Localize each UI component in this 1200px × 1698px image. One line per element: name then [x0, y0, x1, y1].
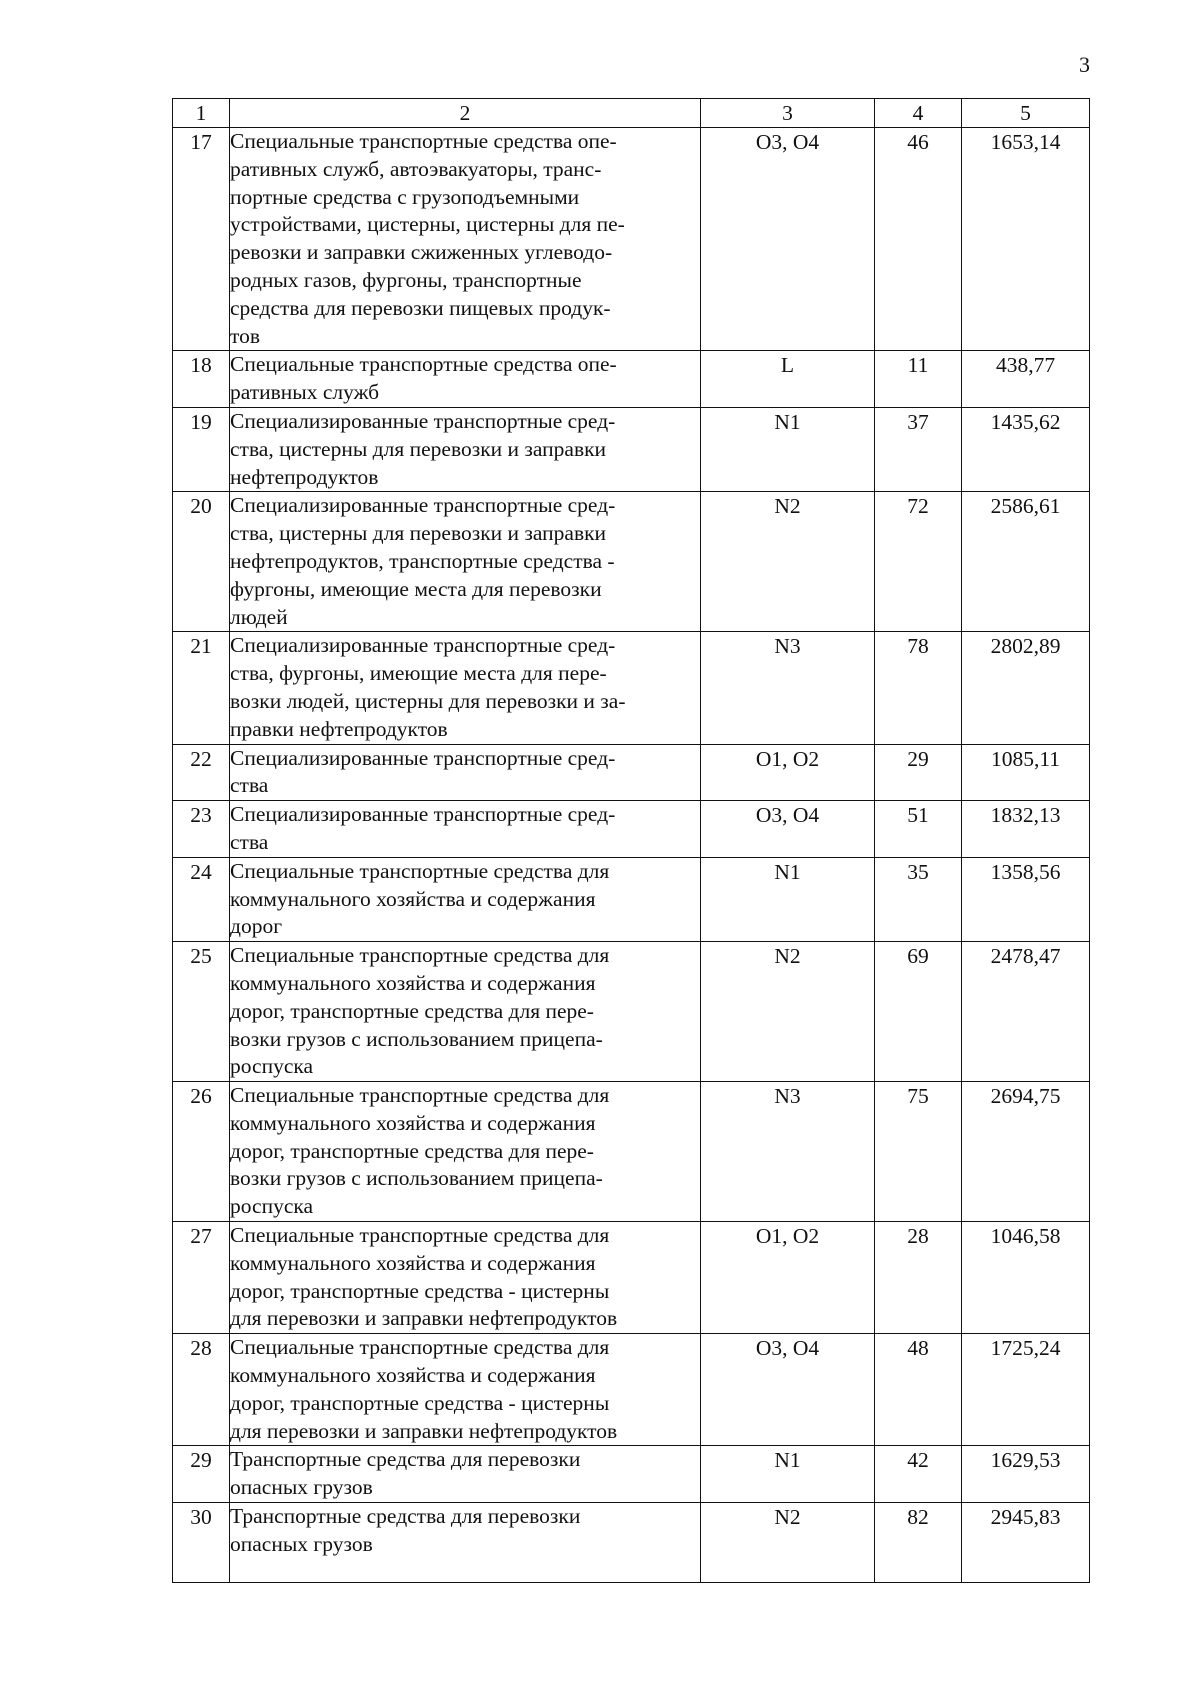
vehicle-category: N2	[701, 942, 875, 1082]
description-line: возки грузов с использованием прицепа-	[230, 1026, 603, 1051]
description-line: Специальные транспортные средства опе-	[230, 129, 617, 153]
description-line: дорог, транспортные средства - цистерны	[230, 1278, 610, 1303]
header-row	[173, 99, 1090, 128]
description-line: дорог, транспортные средства для пере-	[230, 1138, 594, 1163]
description-line: дорог	[230, 914, 283, 939]
vehicle-description	[230, 1222, 701, 1334]
vehicle-category: N1	[701, 1446, 875, 1503]
row-number: 26	[173, 1082, 230, 1222]
amount-value: 1085,11	[962, 744, 1090, 801]
amount-value: 438,77	[962, 351, 1090, 408]
amount-value: 1046,58	[962, 1222, 1090, 1334]
description-line: тов	[230, 323, 261, 348]
rate-value: 69	[875, 942, 962, 1082]
vehicle-description	[230, 857, 701, 941]
vehicle-category: О3, О4	[701, 128, 875, 351]
row-number: 27	[173, 1222, 230, 1334]
description-line: Транспортные средства для перевозки	[230, 1447, 581, 1472]
description-line: Специальные транспортные средства для	[230, 1335, 610, 1360]
description-line: нефтепродуктов, транспортные средства -	[230, 548, 615, 573]
description-line: Специализированные транспортные сред-	[230, 745, 616, 770]
vehicle-description	[230, 351, 701, 408]
description-line: Специальные транспортные средства для	[230, 1083, 610, 1108]
amount-value: 2694,75	[962, 1082, 1090, 1222]
description-line: дорог, транспортные средства для пере-	[230, 998, 594, 1023]
table-row	[173, 744, 1090, 801]
table-row	[173, 407, 1090, 491]
description-line: нефтепродуктов	[230, 464, 379, 489]
amount-value: 1629,53	[962, 1446, 1090, 1503]
vehicle-category: L	[701, 351, 875, 408]
amount-value: 1725,24	[962, 1334, 1090, 1446]
vehicle-description	[230, 492, 701, 632]
header-col-2: 2	[230, 99, 701, 128]
rate-value: 29	[875, 744, 962, 801]
table-row	[173, 857, 1090, 941]
vehicle-category: N3	[701, 1082, 875, 1222]
row-number: 23	[173, 801, 230, 858]
page-number: 3	[1079, 52, 1090, 77]
table-header	[173, 99, 1090, 128]
rate-value: 28	[875, 1222, 962, 1334]
amount-value: 2802,89	[962, 632, 1090, 744]
description-line: фургоны, имеющие места для перевозки	[230, 576, 602, 601]
amount-value: 2945,83	[962, 1503, 1090, 1583]
description-line: коммунального хозяйства и содержания	[230, 970, 596, 995]
vehicle-description	[230, 632, 701, 744]
vehicle-description	[230, 407, 701, 491]
rate-value: 35	[875, 857, 962, 941]
description-line: средства для перевозки пищевых продук-	[230, 295, 611, 320]
description-line: Специализированные транспортные сред-	[230, 633, 616, 658]
description-line: Транспортные средства для перевозки	[230, 1504, 581, 1529]
row-number: 22	[173, 744, 230, 801]
rates-table	[172, 98, 1090, 1583]
description-line: ства, фургоны, имеющие места для пере-	[230, 661, 607, 686]
description-line: опасных грузов	[230, 1531, 373, 1556]
amount-value: 2478,47	[962, 942, 1090, 1082]
row-number: 29	[173, 1446, 230, 1503]
vehicle-category: N3	[701, 632, 875, 744]
description-line: возки людей, цистерны для перевозки и за-	[230, 688, 626, 713]
vehicle-description	[230, 942, 701, 1082]
rate-value: 51	[875, 801, 962, 858]
vehicle-description	[230, 1446, 701, 1503]
vehicle-category: О1, О2	[701, 744, 875, 801]
vehicle-description	[230, 1334, 701, 1446]
header-col-5: 5	[962, 99, 1090, 128]
row-number: 24	[173, 857, 230, 941]
description-line: опасных грузов	[230, 1475, 373, 1500]
vehicle-category: О1, О2	[701, 1222, 875, 1334]
table-row	[173, 351, 1090, 408]
vehicle-description	[230, 801, 701, 858]
vehicle-description	[230, 128, 701, 351]
table-row	[173, 1446, 1090, 1503]
row-number: 28	[173, 1334, 230, 1446]
rate-value: 46	[875, 128, 962, 351]
description-line: дорог, транспортные средства - цистерны	[230, 1390, 610, 1415]
header-col-4: 4	[875, 99, 962, 128]
description-line: Специальные транспортные средства для	[230, 943, 610, 968]
description-line: коммунального хозяйства и содержания	[230, 1363, 596, 1388]
vehicle-description	[230, 1082, 701, 1222]
description-line: устройствами, цистерны, цистерны для пе-	[230, 212, 625, 237]
description-line: возки грузов с использованием прицепа-	[230, 1166, 603, 1191]
table-row	[173, 942, 1090, 1082]
description-line: ративных служб, автоэвакуаторы, транс-	[230, 156, 602, 181]
row-number: 30	[173, 1503, 230, 1583]
table-row	[173, 492, 1090, 632]
vehicle-category: N2	[701, 1503, 875, 1583]
header-col-3: 3	[701, 99, 875, 128]
description-line: правки нефтепродуктов	[230, 716, 448, 741]
description-line: ства	[230, 829, 269, 854]
table-row	[173, 1082, 1090, 1222]
rate-value: 42	[875, 1446, 962, 1503]
description-line: ревозки и заправки сжиженных углеводо-	[230, 240, 613, 265]
rate-value: 78	[875, 632, 962, 744]
vehicle-category: N2	[701, 492, 875, 632]
vehicle-category: О3, О4	[701, 801, 875, 858]
vehicle-category: N1	[701, 407, 875, 491]
description-line: Специализированные транспортные сред-	[230, 408, 616, 433]
description-line: Специализированные транспортные сред-	[230, 493, 616, 518]
description-line: людей	[230, 604, 288, 629]
description-line: ства, цистерны для перевозки и заправки	[230, 436, 607, 461]
rate-value: 48	[875, 1334, 962, 1446]
table-row	[173, 1334, 1090, 1446]
table-row	[173, 1222, 1090, 1334]
description-line: для перевозки и заправки нефтепродуктов	[230, 1306, 618, 1331]
amount-value: 1832,13	[962, 801, 1090, 858]
row-number: 20	[173, 492, 230, 632]
description-line: ства	[230, 773, 269, 798]
row-number: 25	[173, 942, 230, 1082]
description-line: коммунального хозяйства и содержания	[230, 886, 596, 911]
row-number: 19	[173, 407, 230, 491]
description-line: родных газов, фургоны, транспортные	[230, 267, 582, 292]
description-line: портные средства с грузоподъемными	[230, 184, 580, 209]
description-line: Специальные транспортные средства для	[230, 1223, 610, 1248]
description-line: ства, цистерны для перевозки и заправки	[230, 521, 607, 546]
description-line: роспуска	[230, 1054, 314, 1079]
description-line: роспуска	[230, 1194, 314, 1219]
table-row	[173, 801, 1090, 858]
row-number: 17	[173, 128, 230, 351]
description-line: Специальные транспортные средства опе-	[230, 352, 617, 377]
description-line: Специальные транспортные средства для	[230, 858, 610, 883]
vehicle-description	[230, 1503, 701, 1583]
description-line: коммунального хозяйства и содержания	[230, 1110, 596, 1135]
table-row	[173, 632, 1090, 744]
description-line: коммунального хозяйства и содержания	[230, 1250, 596, 1275]
amount-value: 1358,56	[962, 857, 1090, 941]
amount-value: 1653,14	[962, 128, 1090, 351]
vehicle-category: О3, О4	[701, 1334, 875, 1446]
table-row	[173, 128, 1090, 351]
header-col-1: 1	[173, 99, 230, 128]
table-body	[173, 128, 1090, 1583]
row-number: 18	[173, 351, 230, 408]
amount-value: 2586,61	[962, 492, 1090, 632]
rate-value: 37	[875, 407, 962, 491]
rate-value: 75	[875, 1082, 962, 1222]
description-line: ративных служб	[230, 380, 380, 405]
amount-value: 1435,62	[962, 407, 1090, 491]
row-number: 21	[173, 632, 230, 744]
description-line: для перевозки и заправки нефтепродуктов	[230, 1418, 618, 1443]
rate-value: 72	[875, 492, 962, 632]
table-row	[173, 1503, 1090, 1583]
rate-value: 82	[875, 1503, 962, 1583]
rate-value: 11	[875, 351, 962, 408]
vehicle-category: N1	[701, 857, 875, 941]
description-line: Специализированные транспортные сред-	[230, 802, 616, 827]
vehicle-description	[230, 744, 701, 801]
